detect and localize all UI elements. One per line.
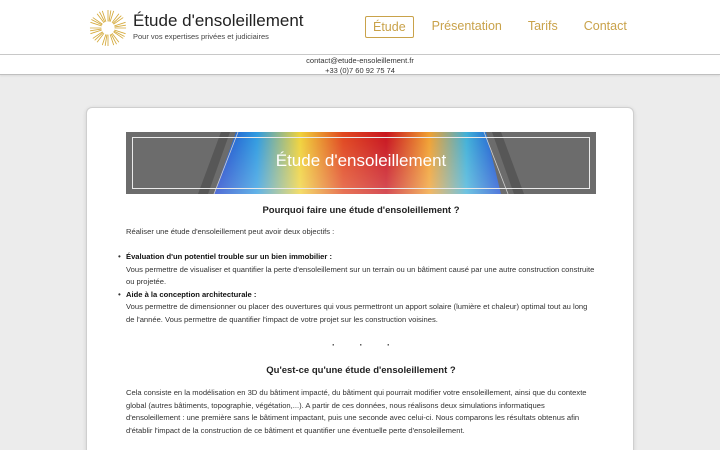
hero-banner bbox=[126, 132, 596, 194]
objectives-list bbox=[118, 251, 596, 326]
bullet-dot-icon: • bbox=[118, 252, 121, 261]
section-separator bbox=[87, 340, 635, 350]
section1-heading: Pourquoi faire une étude d'ensoleillement ? bbox=[262, 205, 460, 216]
nav-presentation[interactable]: Présentation bbox=[431, 19, 502, 33]
site-title[interactable]: Étude d'ensoleillement bbox=[133, 11, 304, 30]
bullet-text: Vous permettre de visualiser et quantifier la perte d'ensoleillement sur un terrain ou un bâtiment causé par une autre construction construite ou projetée. bbox=[126, 264, 595, 286]
contact-email[interactable]: contact@etude-ensoleillement.fr bbox=[306, 56, 414, 65]
bullet-dot-icon: • bbox=[118, 289, 121, 299]
separator-dot: · bbox=[387, 340, 391, 350]
list-item bbox=[118, 289, 596, 327]
main-nav bbox=[365, 16, 627, 38]
content-card bbox=[86, 107, 634, 450]
bullet-title: Aide à la conception architecturale : bbox=[126, 289, 257, 299]
nav-etude[interactable]: Étude bbox=[365, 16, 414, 38]
bullet-title: Évaluation d'un potentiel trouble sur un bien immobilier : bbox=[126, 252, 333, 261]
contact-bar bbox=[0, 55, 720, 75]
bullet-text: Vous permettre de dimensionner ou placer des ouvertures qui vous permettront un apport solaire (lumière et chaleur) optimal tout au long de l'année. Vous permettre de quantifier l'impact de votre projet sur les construction voisines. bbox=[126, 302, 588, 324]
banner-title: Étude d'ensoleillement bbox=[275, 151, 447, 170]
section1-intro: Réaliser une étude d'ensoleillement peut avoir deux objectifs : bbox=[126, 227, 335, 236]
separator-dot: · bbox=[331, 340, 335, 350]
section2-heading: Qu'est-ce qu'une étude d'ensoleillement ? bbox=[266, 365, 456, 376]
nav-contact[interactable]: Contact bbox=[583, 19, 627, 33]
nav-tarifs[interactable]: Tarifs bbox=[527, 19, 558, 33]
site-header bbox=[0, 0, 720, 55]
list-item bbox=[118, 251, 596, 289]
separator-dot: · bbox=[359, 340, 363, 350]
sun-logo-icon[interactable] bbox=[89, 9, 127, 47]
contact-phone[interactable]: +33 (0)7 60 92 75 74 bbox=[325, 66, 395, 75]
site-subtitle: Pour vos expertises privées et judiciaires bbox=[133, 32, 269, 41]
section2-text: Cela consiste en la modélisation en 3D du bâtiment impacté, du bâtiment qui pourrait modifier votre ensoleillement, ainsi que du contexte global (autres bâtiments, topographie, végétation,...). A partir de ces données, nous réalisons deux simulations informatiques d'ensoleillement : une première sans le bâtiment impactant, puis une seconde avec celui-ci. Nous comparons les résultats obtenus afin d'établir l'impact de la construction de ce bâtiment et quantifier une éventuelle perte d'ensoleillement. bbox=[126, 388, 587, 435]
